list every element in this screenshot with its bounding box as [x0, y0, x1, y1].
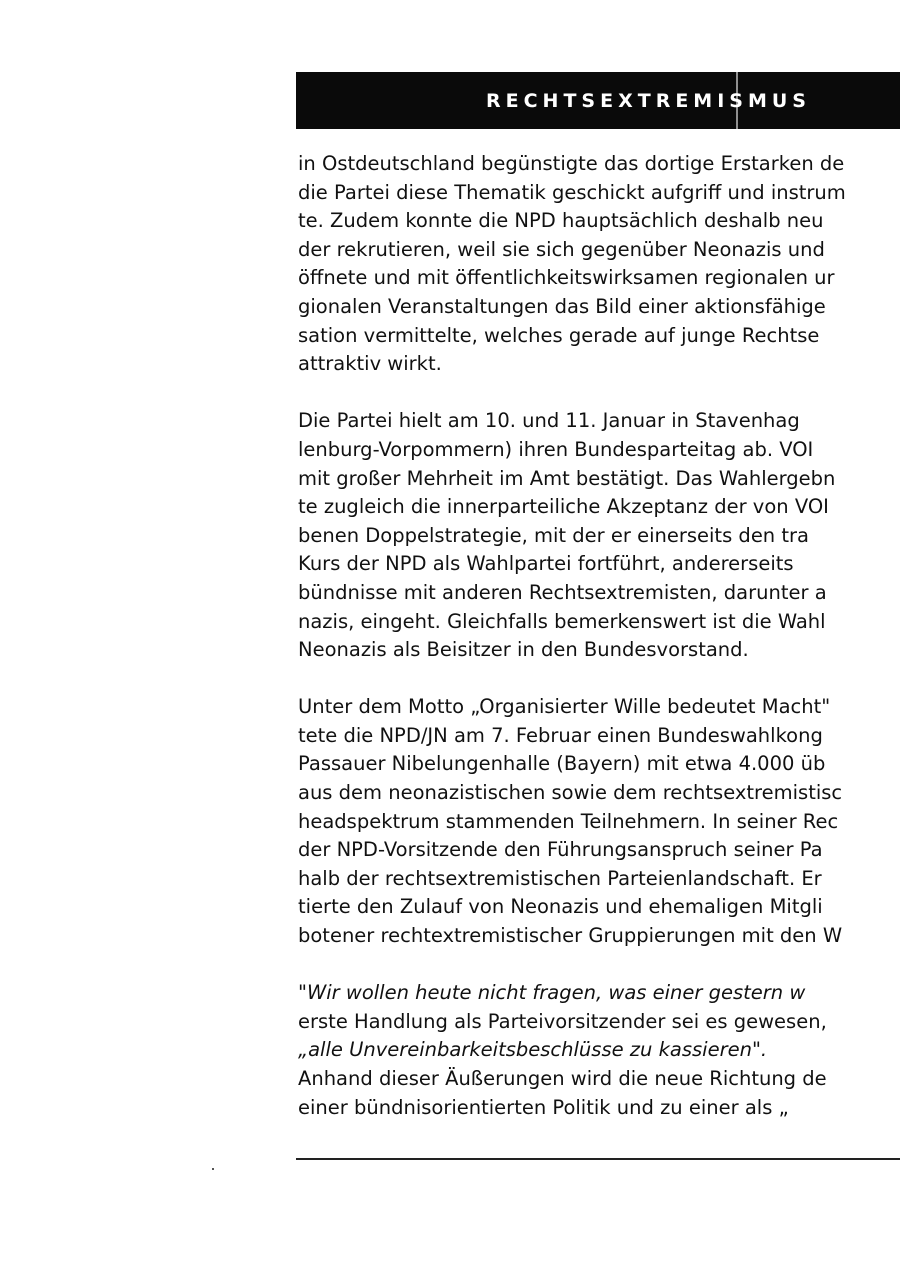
page-body-text — [298, 150, 900, 1122]
footer-divider — [296, 1158, 900, 1160]
text-line: halb der rechtsextremistischen Parteienlandschaft. Er — [298, 866, 822, 890]
section-title: RECHTSEXTREMISMUS — [486, 90, 811, 112]
text-line: erste Handlung als Parteivorsitzender sei es gewesen, — [298, 1009, 827, 1033]
section-header-bar — [296, 72, 900, 129]
text-line: Anhand dieser Äußerungen wird die neue Richtung de — [298, 1067, 827, 1090]
quote-line: „alle Unvereinbarkeitsbeschlüsse zu kassieren". — [298, 1038, 768, 1062]
quote-paragraph — [298, 979, 900, 1122]
text-line: attraktiv wirkt. — [298, 352, 442, 376]
text-line: der NPD-Vorsitzende den Führungsanspruch seiner Pa — [298, 838, 823, 862]
paragraph-1 — [298, 150, 900, 379]
text-line: headspektrum stammenden Teilnehmern. In seiner Rec — [298, 809, 839, 833]
text-line: nazis, eingeht. Gleichfalls bemerkenswert ist die Wahl — [298, 609, 826, 633]
text-line: te zugleich die innerparteiliche Akzeptanz der von VOI — [298, 495, 829, 519]
text-line: aus dem neonazistischen sowie dem rechtsextremistisc — [298, 781, 843, 805]
text-line: botener rechtextremistischer Gruppierungen mit den W — [298, 924, 843, 948]
text-line: in Ostdeutschland begünstigte das dortige Erstarken de — [298, 152, 845, 175]
text-line: die Partei diese Thematik geschickt aufgriff und instrum — [298, 180, 846, 204]
quote-line: "Wir wollen heute nicht fragen, was einer gestern w — [298, 981, 806, 1005]
text-line: Die Partei hielt am 10. und 11. Januar in Stavenhag — [298, 409, 800, 433]
text-line: tierte den Zulauf von Neonazis und ehemaligen Mitgli — [298, 895, 823, 919]
scan-speck — [212, 1168, 214, 1170]
text-line: gionalen Veranstaltungen das Bild einer aktionsfähige — [298, 294, 826, 318]
paragraph-2 — [298, 407, 900, 664]
paragraph-3 — [298, 693, 900, 950]
text-line: Passauer Nibelungenhalle (Bayern) mit etwa 4.000 üb — [298, 752, 826, 776]
text-line: der rekrutieren, weil sie sich gegenüber Neonazis und — [298, 237, 825, 261]
text-line: bündnisse mit anderen Rechtsextremisten, darunter a — [298, 580, 827, 604]
text-line: öffnete und mit öffentlichkeitswirksamen regionalen ur — [298, 266, 835, 290]
text-line: Neonazis als Beisitzer in den Bundesvorstand. — [298, 638, 749, 662]
text-line: sation vermittelte, welches gerade auf junge Rechtse — [298, 323, 820, 347]
text-line: mit großer Mehrheit im Amt bestätigt. Das Wahlergebn — [298, 466, 836, 490]
text-line: benen Doppelstrategie, mit der er einerseits den tra — [298, 523, 809, 547]
text-line: te. Zudem konnte die NPD hauptsächlich deshalb neu — [298, 209, 824, 233]
text-line: einer bündnisorientierten Politik und zu einer als „ — [298, 1095, 789, 1119]
text-line: tete die NPD/JN am 7. Februar einen Bundeswahlkong — [298, 723, 823, 747]
text-line: Unter dem Motto „Organisierter Wille bedeutet Macht" — [298, 695, 831, 719]
text-line: lenburg-Vorpommern) ihren Bundesparteitag ab. VOI — [298, 437, 814, 461]
text-line: Kurs der NPD als Wahlpartei fortführt, andererseits — [298, 552, 794, 576]
